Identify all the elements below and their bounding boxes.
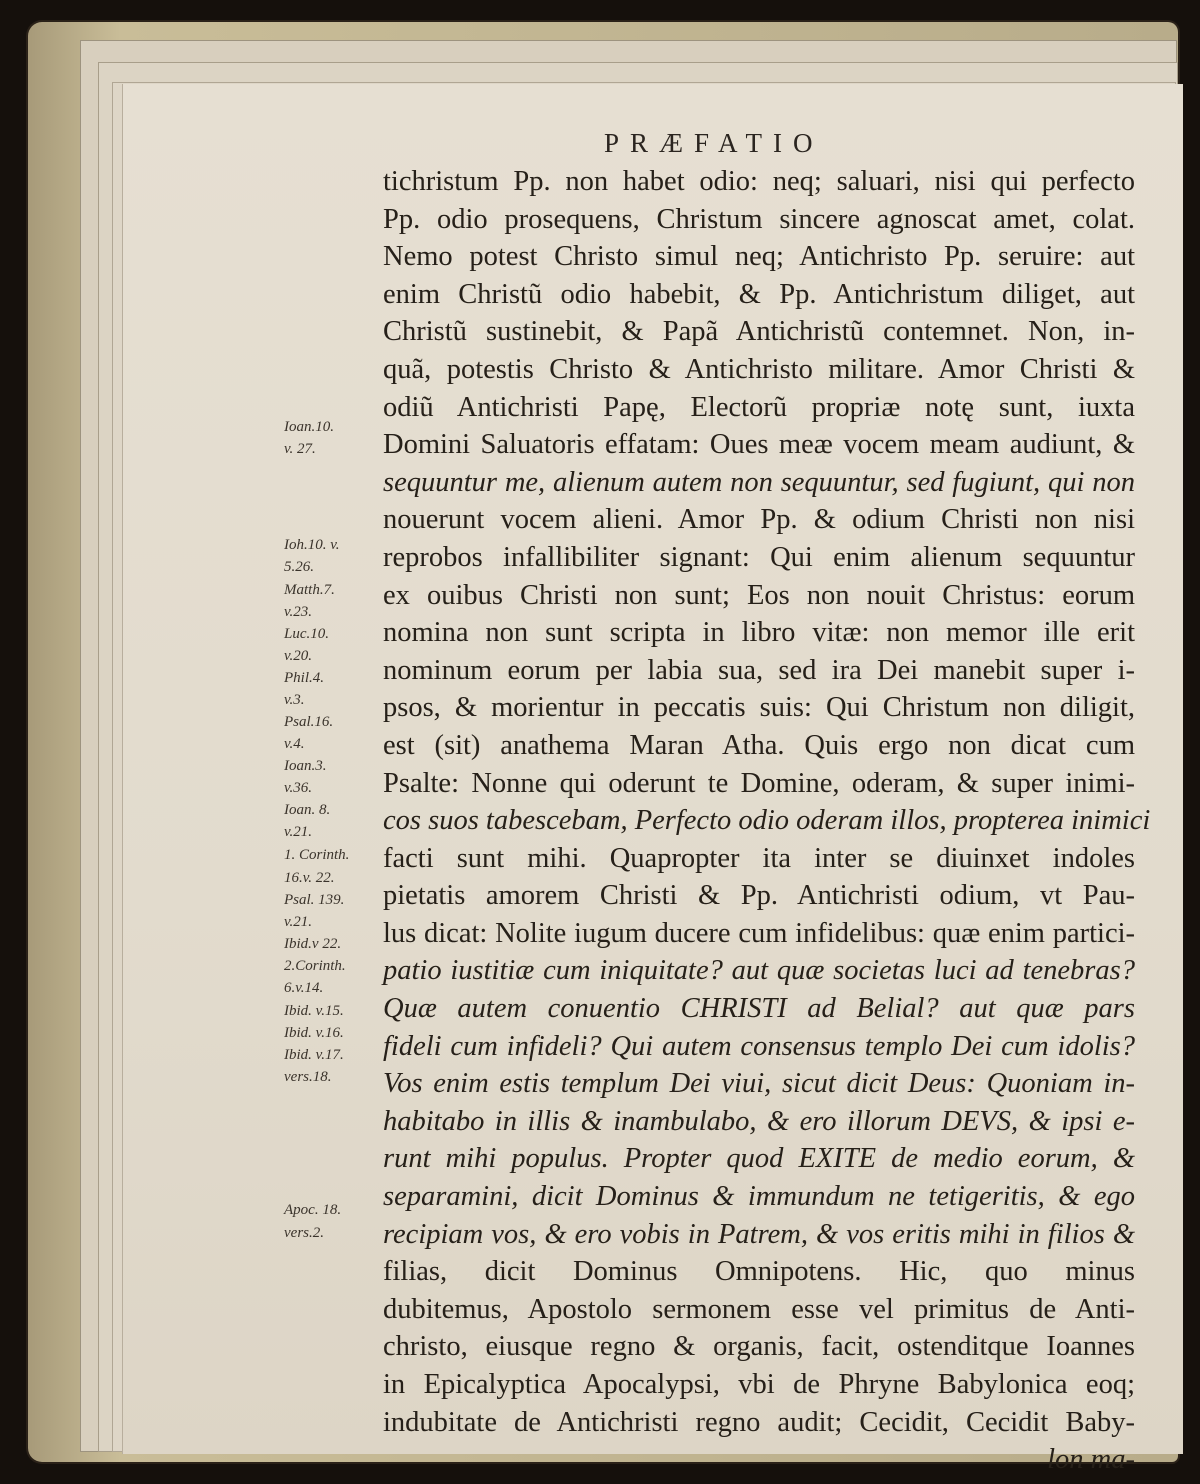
margin-note: Ibid. v.15. bbox=[284, 1003, 344, 1019]
body-text bbox=[383, 163, 1151, 1479]
margin-note: 2.Corinth. bbox=[284, 958, 346, 974]
text-line: fideli cum infideli? Qui autem consensus templo Dei cum idolis? bbox=[383, 1030, 1135, 1062]
text-line: Pp. odio prosequens, Christum sincere agnoscat amet, colat. bbox=[383, 203, 1135, 235]
margin-note: v.20. bbox=[284, 648, 313, 664]
text-line: separamini, dicit Dominus & immundum ne tetigeritis, & ego bbox=[383, 1181, 1135, 1213]
margin-note: 6.v.14. bbox=[284, 980, 324, 996]
margin-note: Ibid.v 22. bbox=[284, 936, 342, 952]
text-line: est (sit) anathema Maran Atha. Quis ergo non dicat cum bbox=[383, 729, 1135, 761]
text-line: lon ma- bbox=[1047, 1444, 1135, 1476]
margin-note: Phil.4. bbox=[284, 670, 324, 686]
text-line: christo, eiusque regno & organis, facit, ostenditque Ioannes bbox=[383, 1331, 1135, 1363]
margin-note: v. 27. bbox=[284, 441, 316, 457]
margin-note: Ibid. v.17. bbox=[284, 1047, 344, 1063]
margin-note: v.36. bbox=[284, 780, 313, 796]
margin-note: Ioan.10. bbox=[284, 419, 334, 435]
running-head: PRÆFATIO bbox=[604, 128, 824, 158]
margin-note: Ioh.10. v. bbox=[284, 537, 340, 553]
text-line: nomina non sunt scripta in libro vitæ: non memor ille erit bbox=[383, 617, 1135, 649]
margin-note: Psal. 139. bbox=[284, 892, 345, 908]
margin-note: Matth.7. bbox=[284, 582, 335, 598]
text-line: Quæ autem conuentio CHRISTI ad Belial? aut quæ pars bbox=[383, 993, 1135, 1025]
text-line: enim Christũ odio habebit, & Pp. Antichristum diliget, aut bbox=[383, 278, 1135, 310]
margin-note: v.4. bbox=[284, 736, 305, 752]
margin-note: Luc.10. bbox=[284, 626, 329, 642]
text-line: runt mihi populus. Propter quod EXITE de medio eorum, & bbox=[383, 1143, 1135, 1175]
margin-note: Apoc. 18. bbox=[284, 1202, 342, 1218]
text-line: tichristum Pp. non habet odio: neq; saluari, nisi qui perfecto bbox=[383, 166, 1135, 197]
text-line: psos, & morientur in peccatis suis: Qui Christum non diligit, bbox=[383, 692, 1135, 724]
text-line: facti sunt mihi. Quapropter ita inter se diuinxet indoles bbox=[383, 842, 1135, 874]
text-line: nominum eorum per labia sua, sed ira Dei manebit super i- bbox=[383, 654, 1135, 686]
text-line: Domini Saluatoris effatam: Oues meæ vocem meam audiunt, & bbox=[383, 429, 1135, 461]
text-line: filias, dicit Dominus Omnipotens. Hic, quo minus bbox=[383, 1256, 1135, 1288]
margin-note: v.21. bbox=[284, 914, 313, 930]
margin-note: vers.2. bbox=[284, 1225, 324, 1241]
margin-note: 5.26. bbox=[284, 559, 314, 575]
margin-note: 1. Corinth. bbox=[284, 847, 350, 863]
margin-note: v.23. bbox=[284, 604, 313, 620]
text-line: cos suos tabescebam, Perfecto odio oderam illos, propterea inimici bbox=[383, 805, 1151, 837]
text-line: nouerunt vocem alieni. Amor Pp. & odium Christi non nisi bbox=[383, 504, 1135, 536]
text-line: recipiam vos, & ero vobis in Patrem, & vos eritis mihi in filios & bbox=[383, 1218, 1135, 1250]
text-line: dubitemus, Apostolo sermonem esse vel primitus de Anti- bbox=[383, 1293, 1135, 1325]
margin-note: Ioan.3. bbox=[284, 758, 327, 774]
margin-note: Psal.16. bbox=[284, 714, 334, 730]
margin-note: v.21. bbox=[284, 824, 313, 840]
text-line: habitabo in illis & inambulabo, & ero illorum DEVS, & ipsi e- bbox=[383, 1105, 1135, 1137]
text-line: Nemo potest Christo simul neq; Antichristo Pp. seruire: aut bbox=[383, 241, 1135, 273]
text-line: Vos enim estis templum Dei viui, sicut dicit Deus: Quoniam in- bbox=[383, 1068, 1135, 1100]
text-line: indubitate de Antichristi regno audit; Cecidit, Cecidit Baby- bbox=[383, 1406, 1135, 1438]
margin-note: v.3. bbox=[284, 692, 305, 708]
text-line: reprobos infallibiliter signant: Qui enim alienum sequuntur bbox=[383, 541, 1135, 573]
text-line: odiũ Antichristi Papę, Electorũ propriæ notę sunt, iuxta bbox=[383, 391, 1135, 423]
text-line: sequuntur me, alienum autem non sequuntur, sed fugiunt, qui non bbox=[383, 466, 1135, 498]
text-line: Christũ sustinebit, & Papã Antichristũ contemnet. Non, in- bbox=[383, 316, 1135, 348]
text-line: quã, potestis Christo & Antichristo militare. Amor Christi & bbox=[383, 353, 1135, 385]
text-line: ex ouibus Christi non sunt; Eos non nouit Christus: eorum bbox=[383, 579, 1135, 611]
text-line: Psalte: Nonne qui oderunt te Domine, oderam, & super inimi- bbox=[383, 767, 1135, 799]
margin-note: Ibid. v.16. bbox=[284, 1025, 344, 1041]
text-line: in Epicalyptica Apocalypsi, vbi de Phryne Babylonica eoq; bbox=[383, 1369, 1135, 1400]
text-line: lus dicat: Nolite iugum ducere cum infidelibus: quæ enim partici- bbox=[383, 917, 1135, 949]
margin-note: vers.18. bbox=[284, 1069, 332, 1085]
text-line: pietatis amorem Christi & Pp. Antichristi odium, vt Pau- bbox=[383, 880, 1135, 912]
margin-note: 16.v. 22. bbox=[284, 870, 335, 886]
margin-note: Ioan. 8. bbox=[284, 802, 331, 818]
text-line: patio iustitiæ cum iniquitate? aut quæ societas luci ad tenebras? bbox=[383, 955, 1135, 987]
